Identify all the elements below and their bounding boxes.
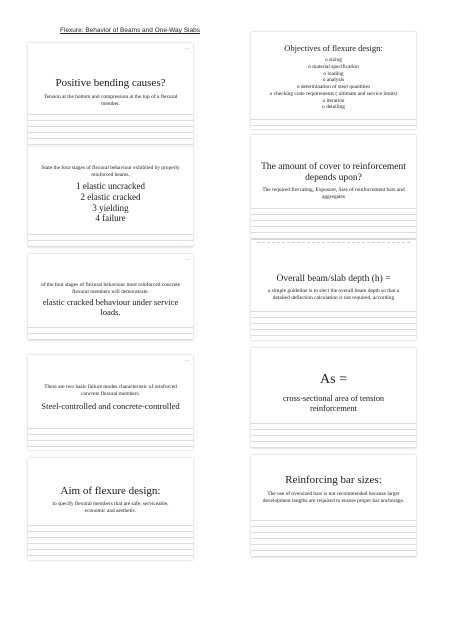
list-item: o sizing <box>325 57 342 63</box>
card-answer: Steel-controlled and concrete-controlled <box>41 401 180 411</box>
ruled-lines <box>28 520 193 560</box>
flashcard-failure-modes[interactable] <box>28 355 193 450</box>
ruled-lines <box>28 423 193 450</box>
list-item: o analysis <box>322 77 345 84</box>
flashcard-aim[interactable] <box>28 458 193 560</box>
list-item: 2 elastic cracked <box>80 191 141 202</box>
flashcard-depth[interactable] <box>251 240 416 340</box>
card-body: to specify flexural members that are safe, serviceable, economic and aesthetic. <box>52 501 169 514</box>
list-item: o determination of steel quantities <box>296 84 371 90</box>
ruled-lines <box>28 229 193 247</box>
flashcard-four-stages[interactable] <box>28 147 193 247</box>
card-title: The amount of cover to reinforcement depends upon? <box>261 162 406 183</box>
ruled-lines <box>28 109 193 147</box>
list-item: 4 failure <box>95 213 126 224</box>
card-body: The required fire rating, Exposure, Size of reinforcement bars and aggregates <box>262 187 405 200</box>
list-item: o loading <box>323 70 344 77</box>
flashcard-objectives[interactable] <box>251 32 416 129</box>
list-item: o iteration <box>322 97 345 104</box>
list-item: 3 yielding <box>92 202 129 213</box>
flashcard-service-stage[interactable] <box>28 254 193 340</box>
flashcard-as[interactable] <box>251 348 416 448</box>
card-title: As = <box>320 372 347 387</box>
document-title: Flexure: Behavior of Beams and One-Way Slabs <box>60 27 200 34</box>
card-title: Aim of flexure design: <box>60 485 161 497</box>
card-title: Reinforcing bar sizes: <box>285 474 382 486</box>
list-item: o material specification <box>308 63 359 70</box>
list-item: o checking code requirements ( ultimate and service limits) <box>269 90 398 97</box>
card-title: Overall beam/slab depth (h) = <box>276 274 391 284</box>
card-answer: elastic cracked behaviour under service loads. <box>42 297 179 317</box>
card-marker: — <box>185 45 189 50</box>
flashcard-positive-bending[interactable] <box>28 43 193 147</box>
flashcard-cover[interactable] <box>251 135 416 239</box>
ruled-lines <box>251 418 416 448</box>
list-item: 1 elastic uncracked <box>76 181 145 191</box>
ruled-lines <box>251 306 416 340</box>
list-item: o detailing <box>322 104 345 111</box>
card-body: Tension at the bottom and compression at the top of a flexural member. <box>43 94 178 107</box>
card-title: Objectives of flexure design: <box>284 43 383 53</box>
objectives-list <box>257 57 410 111</box>
card-title: Positive bending causes? <box>55 77 166 89</box>
ruled-lines <box>251 515 416 557</box>
ruled-lines <box>251 203 416 239</box>
stages-list <box>34 181 187 224</box>
card-question: There are two basic failure modes characteristic of reinforced concrete flexural members. <box>44 384 177 397</box>
card-body: a simple guideline is to slect the overall beam depth so that a detailed deflection calculation is not required, according <box>267 288 400 301</box>
card-body: The use of oversized bars is not recommended because larger development lengths are required to ensure proper bar anchorage. <box>262 491 405 504</box>
card-question: State the four stages of flexural behaviour exhibited by properly reinforced beams. <box>41 165 180 178</box>
ruled-lines <box>251 114 416 129</box>
card-question: of the four stages of flexural behaviour most reinforced concrete flexural members will demonstrate. <box>40 282 181 295</box>
ruled-lines <box>28 322 193 340</box>
card-marker: — <box>185 256 189 261</box>
divider <box>257 242 410 243</box>
card-body: cross-sectional area of tension reinforcement <box>282 394 385 413</box>
card-marker: — <box>185 357 189 362</box>
flashcard-bar-sizes[interactable] <box>251 455 416 557</box>
